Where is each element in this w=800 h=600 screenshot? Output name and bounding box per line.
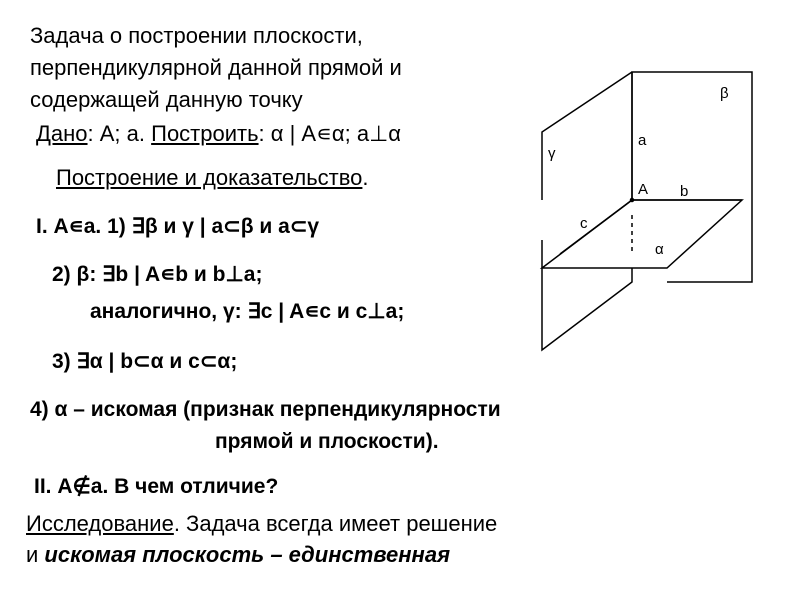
step-3: 3) ∃α | b⊂α и c⊂α; — [52, 350, 238, 373]
given-label: Дано — [36, 121, 88, 146]
plane-beta — [632, 72, 752, 282]
research-text: . Задача всегда имеет решение — [173, 511, 498, 536]
label-beta: β — [720, 85, 729, 102]
label-b: b — [680, 183, 689, 200]
build-text: : α | А∊α; а⊥α — [258, 121, 401, 146]
label-c: c — [580, 215, 588, 232]
research-prefix: и — [26, 542, 45, 567]
construction-dot: . — [362, 165, 369, 190]
title-line-1: Задача о построении плоскости, — [30, 23, 363, 48]
research-label: Исследование — [26, 511, 174, 536]
construction-label: Построение и доказательство — [56, 165, 363, 190]
step-1: I. А∊а. 1) ∃β и γ | а⊂β и а⊂γ — [36, 215, 320, 238]
research-emphasis: искомая плоскость – единственная — [44, 542, 451, 567]
plane-alpha — [542, 200, 742, 268]
title-line-2: перпендикулярной данной прямой и — [30, 55, 402, 80]
label-gamma: γ — [548, 145, 556, 162]
step-2-analog: аналогично, γ: ∃c | A∊c и c⊥a; — [90, 300, 405, 323]
case-2: II. А∉а. В чем отличие? — [34, 475, 279, 498]
plane-gamma-lower — [542, 240, 632, 350]
step-4: 4) α – искомая (признак перпендикулярности — [30, 398, 501, 421]
line-c — [560, 200, 632, 254]
label-a: a — [638, 132, 647, 149]
given-text: : А; а. — [87, 121, 152, 146]
label-alpha: α — [655, 241, 664, 258]
build-label: Построить — [151, 121, 259, 146]
step-2: 2) β: ∃b | A∊b и b⊥a; — [52, 263, 263, 286]
plane-gamma — [542, 72, 632, 200]
point-A — [631, 199, 634, 202]
label-A: A — [638, 181, 649, 198]
step-4-cont: прямой и плоскости). — [215, 430, 439, 453]
title-line-3: содержащей данную точку — [30, 87, 303, 112]
